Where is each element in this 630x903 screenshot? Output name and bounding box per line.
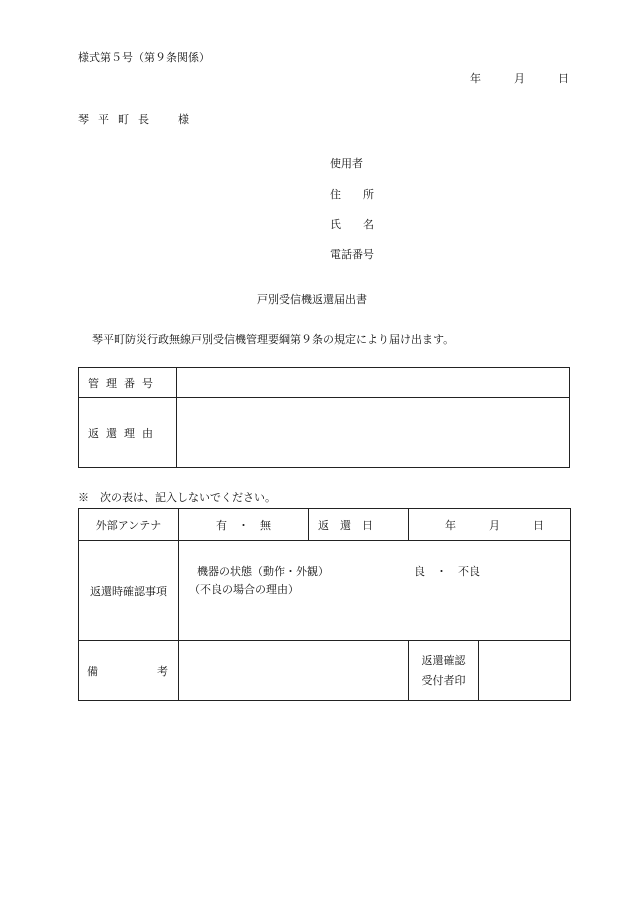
receiver-label [409, 641, 479, 701]
return-date-day: 日 [533, 518, 544, 532]
device-condition-label: 機器の状態（動作・外観） [197, 565, 329, 578]
defect-reason-label: （不良の場合の理由） [189, 583, 299, 596]
address-label: 住所 [330, 188, 396, 201]
document-title: 戸別受信機返還届出書 [257, 293, 367, 306]
receiver-seal-field[interactable] [479, 641, 571, 701]
office-use-table [78, 508, 571, 701]
submission-date [470, 70, 569, 86]
phone-label: 電話番号 [330, 248, 374, 261]
return-date-year: 年 [445, 518, 456, 532]
return-reason-label: 返還理由 [79, 398, 177, 468]
return-date-label: 返還日 [309, 509, 409, 541]
antenna-options: 有 ・ 無 [179, 509, 309, 541]
remarks-field[interactable] [179, 641, 409, 701]
addressee: 琴平町長 様 [78, 113, 198, 126]
date-day: 日 [558, 72, 569, 85]
condition-options: 良 ・ 不良 [414, 565, 480, 578]
user-label: 使用者 [330, 157, 363, 170]
management-number-field[interactable] [177, 368, 570, 398]
remarks-char-1: 備 考 [87, 664, 168, 678]
date-year: 年 [470, 72, 481, 85]
remarks-label [79, 641, 179, 701]
return-date [409, 509, 571, 541]
form-number: 様式第５号（第９条関係） [78, 51, 210, 64]
external-antenna-label: 外部アンテナ [79, 509, 179, 541]
receiver-label-line1: 返還確認 [421, 653, 466, 667]
registration-table [78, 367, 570, 468]
statement-text: 琴平町防災行政無線戸別受信機管理要綱第９条の規定により届け出ます。 [92, 333, 455, 346]
confirmation-details [179, 541, 571, 641]
date-month: 月 [514, 72, 525, 85]
confirmation-label: 返還時確認事項 [79, 541, 179, 641]
receiver-label-line2: 受付者印 [421, 673, 466, 687]
name-label: 氏名 [330, 218, 396, 231]
return-reason-field[interactable] [177, 398, 570, 468]
return-date-month: 月 [489, 518, 500, 532]
office-use-note: ※ 次の表は、記入しないでください。 [78, 491, 276, 504]
management-number-label: 管理番号 [79, 368, 177, 398]
